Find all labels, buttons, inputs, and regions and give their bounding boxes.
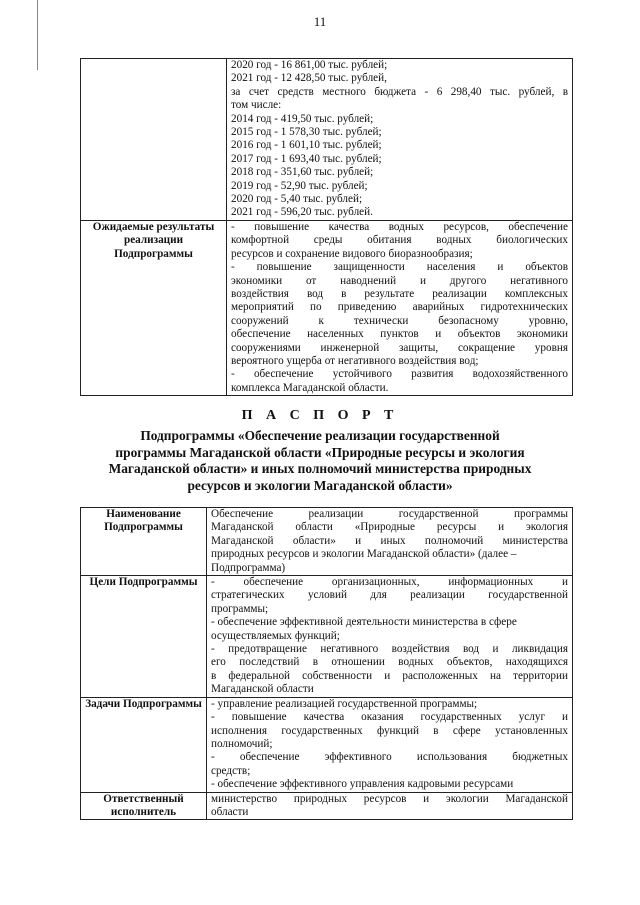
content-line: - управление реализацией государственной программы; [211,697,478,710]
funding-line: 2017 год - 1 693,40 тыс. рублей; [231,152,382,165]
content-line: - обеспечение эффективного управления кадровыми ресурсами [211,778,514,791]
funding-line: 2020 год - 16 861,00 тыс. рублей; [231,59,388,71]
funding-line: 2019 год - 52,90 тыс. рублей; [231,179,368,192]
passport-row-tasks [81,697,573,792]
results-line: комфортной среды обитания водных биологических [231,234,568,247]
row-content [207,508,573,576]
content-line: области [211,805,249,818]
passport-title: П А С П О Р Т [241,408,399,423]
funding-label-cell [81,59,227,221]
row-label [81,576,207,698]
funding-line: 2020 год - 5,40 тыс. рублей; [231,193,363,206]
passport-row-executor [81,792,573,820]
funding-content-cell [227,59,573,221]
results-line: экономики от наводнений и другого негативного [231,274,568,287]
funding-line: 2015 год - 1 578,30 тыс. рублей; [231,126,382,139]
funding-line: 2016 год - 1 601,10 тыс. рублей; [231,139,382,152]
results-line: вероятного ущерба от негативного воздействия вод; [231,354,479,367]
label-line: Подпрограммы [104,521,183,534]
label-line: исполнитель [110,805,177,818]
label-line: Подпрограммы [114,247,193,260]
content-line: - обеспечение эффективного использования бюджетных [211,751,568,764]
content-line: Магаданской области «Природные ресурсы и экология [211,521,568,534]
content-line: природных ресурсов и экологии Магаданской области» (далее – [211,548,517,561]
label-line: реализации [123,234,184,247]
results-line: мероприятий по приведению аварийных гидротехнических [231,301,568,314]
results-line: - повышение качества водных ресурсов, обеспечение [231,220,568,233]
row-label [81,508,207,576]
content-line: средств; [211,764,251,777]
results-line: сооружений к технически безопасному уровню, [231,314,568,327]
passport-row-goals [81,576,573,698]
content-line: - предотвращение негативного воздействия вод и ликвидация [211,643,568,656]
passport-row-name [81,508,573,576]
results-line: ресурсов и сохранение видового биоразнообразия; [231,247,473,260]
results-line: комплекса Магаданской области. [231,381,389,394]
funding-line: том числе: [231,99,282,112]
funding-line: 2014 год - 419,50 тыс. рублей; [231,112,374,125]
subtitle-line: Магаданской области» и иных полномочий министерства природных [108,461,532,476]
label-line: Подпрограммы [118,576,198,589]
funding-line: 2018 год - 351,60 тыс. рублей; [231,166,374,179]
subtitle-line: программы Магаданской области «Природные ресурсы и экология [115,444,525,460]
funding-line: 2021 год - 596,20 тыс. рублей. [231,206,373,219]
content-line: - обеспечение эффективной деятельности министерства в сфере [211,616,517,629]
row-content [207,697,573,792]
label-line: Наименование [106,508,181,520]
content-line: Магаданской области [211,683,314,696]
label-line: Задачи [85,697,121,710]
subtitle-line: ресурсов и экологии Магаданской области» [187,477,453,493]
content-line: Магаданской области» и иных полномочий министерства [211,534,568,547]
content-line: Обеспечение реализации государственной программы [211,508,568,520]
label-line: Ожидаемые [92,220,154,233]
row-content [207,576,573,698]
content-line: исполнения государственных функций в сфере установленных [211,724,568,737]
content-line: - обеспечение организационных, информационных и [211,576,568,589]
row-label [81,697,207,792]
label-line: результаты [156,220,215,233]
content-line: Подпрограмма) [211,561,286,574]
content-line: в федеральной собственности и расположенных на территории [211,669,568,682]
content-line: полномочий; [211,737,273,750]
label-line: Цели [89,576,116,589]
results-line: сооружениями инженерной защиты, сокращение уровня [231,341,568,354]
page-number: 11 [313,14,327,29]
results-line: - повышение защищенности населения и объектов [231,261,568,274]
funding-row [81,59,573,221]
subtitle-line: Подпрограммы «Обеспечение реализации государственной [140,428,500,443]
content-line: программы; [211,602,269,615]
left-margin-rule [37,0,38,70]
passport-table [80,507,573,820]
expected-results-content [227,220,573,395]
results-line: - обеспечение устойчивого развития водохозяйственного [231,368,568,381]
content-line: - повышение качества оказания государственных услуг и [211,711,568,724]
content-line: стратегических условий для реализации государственной [211,589,568,602]
row-label [81,792,207,820]
funding-line: 2021 год - 12 428,50 тыс. рублей, [231,72,387,85]
content-line: его последствий в отношении водных объектов, находящихся [211,656,568,669]
label-line: Ответственный [103,792,184,805]
content-line: министерство природных ресурсов и экологии Магаданской [211,792,568,805]
passport-subtitle [60,428,580,494]
funding-line: за счет средств местного бюджета - 6 298,40 тыс. рублей, в [231,85,568,98]
results-line: обеспечение населенных пунктов и объектов экономики [231,328,568,341]
expected-results-row [81,220,573,395]
label-line: Подпрограммы [123,697,202,710]
program-table-continued [80,58,573,396]
content-line: осуществляемых функций; [211,629,340,642]
expected-results-label [81,220,227,395]
results-line: воздействия вод в результате реализации комплексных [231,287,568,300]
row-content [207,792,573,820]
